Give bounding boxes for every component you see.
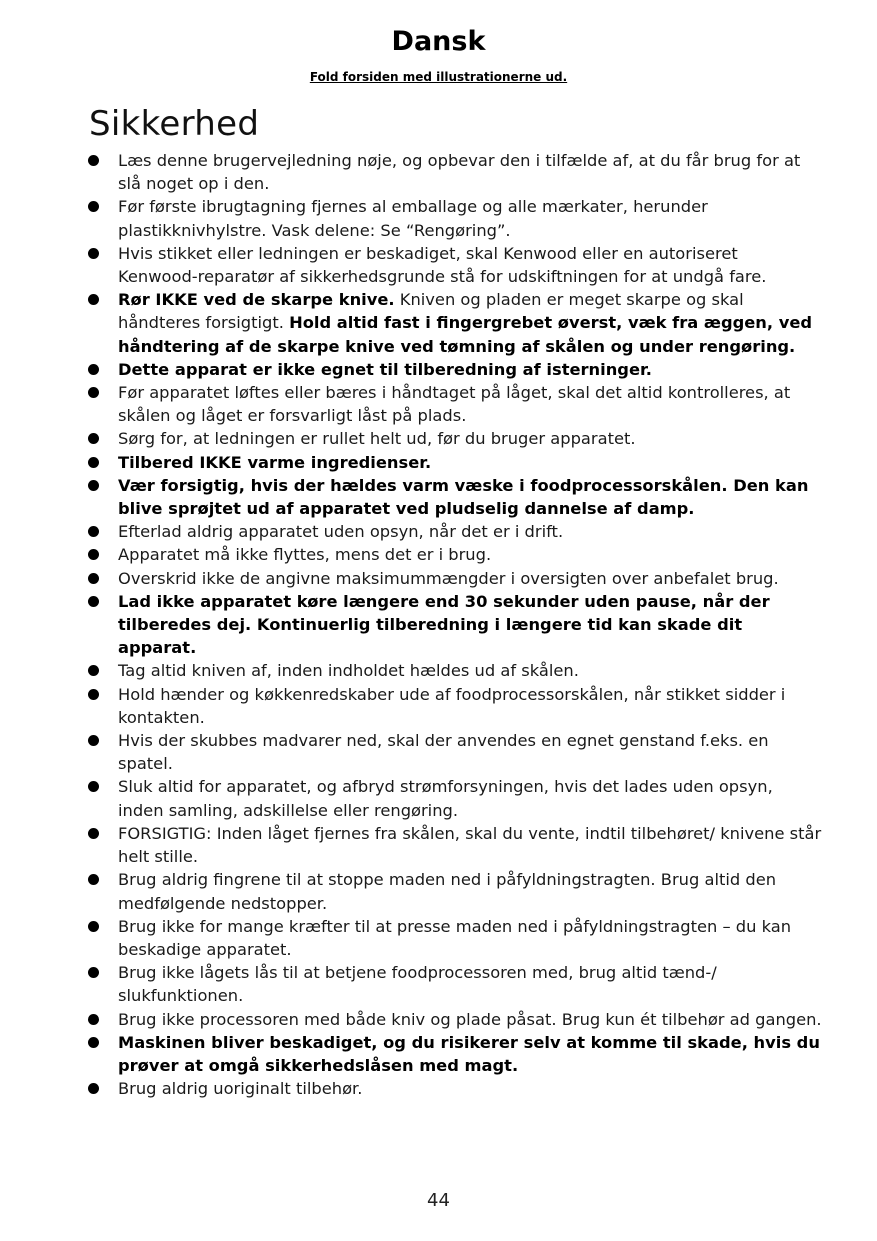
safety-item — [87, 590, 822, 660]
page-number: 44 — [427, 1190, 450, 1211]
bullet-icon — [88, 549, 99, 560]
bullet-icon — [88, 433, 99, 444]
safety-item — [87, 775, 822, 821]
language-title: Dansk — [391, 26, 486, 57]
safety-item — [87, 242, 822, 288]
safety-item-text: Læs denne brugervejledning nøje, og opbevar den i tilfælde af, at du får brug for at slå noget op i den. — [118, 151, 801, 194]
safety-item-text: Før første ibrugtagning fjernes al emballage og alle mærkater, herunder plastikknivhylstre. Vask delene: Se “Rengøring”. — [118, 197, 708, 240]
safety-item-bold: Tilbered IKKE varme ingredienser. — [118, 452, 432, 472]
safety-item — [87, 683, 822, 729]
safety-item — [87, 822, 822, 868]
bullet-icon — [88, 1083, 99, 1094]
safety-item — [87, 474, 822, 520]
bullet-icon — [88, 874, 99, 885]
safety-item-bold: Lad ikke apparatet køre længere end 30 sekunder uden pause, når der tilberedes dej. Kontinuerlig tilberedning i længere tid kan skade dit apparat. — [118, 591, 770, 658]
safety-item — [87, 381, 822, 427]
bullet-icon — [88, 781, 99, 792]
bullet-icon — [88, 689, 99, 700]
safety-item-text: FORSIGTIG: Inden låget fjernes fra skålen, skal du vente, indtil tilbehøret/ knivene står helt stille. — [118, 823, 822, 867]
bullet-icon — [88, 573, 99, 584]
safety-item-text: Brug aldrig fingrene til at stoppe maden ned i påfyldningstragten. Brug altid den medfølgende nedstopper. — [118, 870, 777, 913]
safety-item — [87, 729, 822, 775]
bullet-icon — [88, 294, 99, 305]
safety-item — [87, 543, 822, 566]
bullet-icon — [88, 921, 99, 932]
bullet-icon — [88, 526, 99, 537]
bullet-icon — [88, 735, 99, 746]
bullet-icon — [88, 596, 99, 607]
safety-item-bold: Maskinen bliver beskadiget, og du risikerer selv at komme til skade, hvis du prøver at omgå sikkerhedslåsen med magt. — [118, 1032, 820, 1075]
safety-item — [87, 915, 822, 961]
bullet-icon — [88, 480, 99, 491]
bullet-icon — [88, 364, 99, 375]
fold-instruction — [0, 70, 877, 84]
bullet-icon — [88, 248, 99, 259]
safety-item — [87, 961, 822, 1007]
safety-item — [87, 427, 822, 450]
safety-item-text: Apparatet må ikke flyttes, mens det er i brug. — [118, 545, 492, 565]
safety-item — [87, 451, 822, 474]
safety-item-text: Før apparatet løftes eller bæres i håndtaget på låget, skal det altid kontrolleres, at skålen og låget er forsvarligt låst på plads. — [118, 383, 791, 426]
section-heading: Sikkerhed — [89, 104, 260, 144]
safety-item-text: Brug ikke for mange kræfter til at presse maden ned i påfyldningstragten – du kan beskadige apparatet. — [118, 916, 792, 959]
safety-item — [87, 868, 822, 914]
safety-item-text: Brug aldrig uoriginalt tilbehør. — [118, 1079, 363, 1099]
safety-item — [87, 288, 822, 358]
safety-item — [87, 195, 822, 241]
safety-item — [87, 149, 822, 195]
safety-item — [87, 1031, 822, 1077]
bullet-icon — [88, 457, 99, 468]
bullet-icon — [88, 967, 99, 978]
safety-item-text: Brug ikke processoren med både kniv og plade påsat. Brug kun ét tilbehør ad gangen. — [118, 1009, 822, 1029]
bullet-icon — [88, 387, 99, 398]
safety-item-text: Sørg for, at ledningen er rullet helt ud, før du bruger apparatet. — [118, 429, 636, 449]
safety-item — [87, 358, 822, 381]
safety-item — [87, 567, 822, 590]
safety-item-bold: Rør IKKE ved de skarpe knive. — [118, 290, 395, 310]
safety-item — [87, 1008, 822, 1031]
safety-item-text: Kniven og pladen er meget skarpe og skal håndteres forsigtigt. — [118, 290, 744, 333]
safety-item-text: Tag altid kniven af, inden indholdet hældes ud af skålen. — [118, 661, 579, 681]
bullet-icon — [88, 828, 99, 839]
fold-instruction-text: Fold forsiden med illustrationerne ud. — [309, 70, 568, 84]
safety-item-text: Overskrid ikke de angivne maksimummængder i oversigten over anbefalet brug. — [118, 568, 779, 588]
bullet-icon — [88, 155, 99, 166]
safety-item-bold-continued: Hold altid fast i fingergrebet øverst, væk fra æggen, ved håndtering af de skarpe knive ved tømning af skålen og under rengøring. — [118, 313, 813, 356]
bullet-icon — [88, 1014, 99, 1025]
safety-item — [87, 1077, 822, 1100]
safety-item-text: Hvis der skubbes madvarer ned, skal der anvendes en egnet genstand f.eks. en spatel. — [118, 731, 769, 774]
safety-item-text: Sluk altid for apparatet, og afbryd strømforsyningen, hvis det lades uden opsyn, inden samling, adskillelse eller rengøring. — [118, 777, 773, 820]
bullet-icon — [88, 201, 99, 212]
safety-item-text: Hold hænder og køkkenredskaber ude af foodprocessorskålen, når stikket sidder i kontakten. — [118, 684, 786, 727]
safety-list — [87, 149, 822, 1100]
bullet-icon — [88, 1037, 99, 1048]
safety-item-text: Hvis stikket eller ledningen er beskadiget, skal Kenwood eller en autoriseret Kenwood-reparatør af sikkerhedsgrunde stå for udskiftningen for at undgå fare. — [118, 243, 767, 287]
safety-item — [87, 659, 822, 682]
bullet-icon — [88, 665, 99, 676]
safety-item-bold: Vær forsigtig, hvis der hældes varm væske i foodprocessorskålen. Den kan blive sprøjtet ud af apparatet ved pludselig dannelse af damp. — [118, 475, 809, 519]
safety-item-text: Efterlad aldrig apparatet uden opsyn, når det er i drift. — [118, 522, 564, 542]
safety-item — [87, 520, 822, 543]
safety-item-text: Brug ikke lågets lås til at betjene foodprocessoren med, brug altid tænd-/ slukfunktionen. — [118, 963, 717, 1006]
safety-item-bold: Dette apparat er ikke egnet til tilberedning af isterninger. — [118, 359, 652, 379]
